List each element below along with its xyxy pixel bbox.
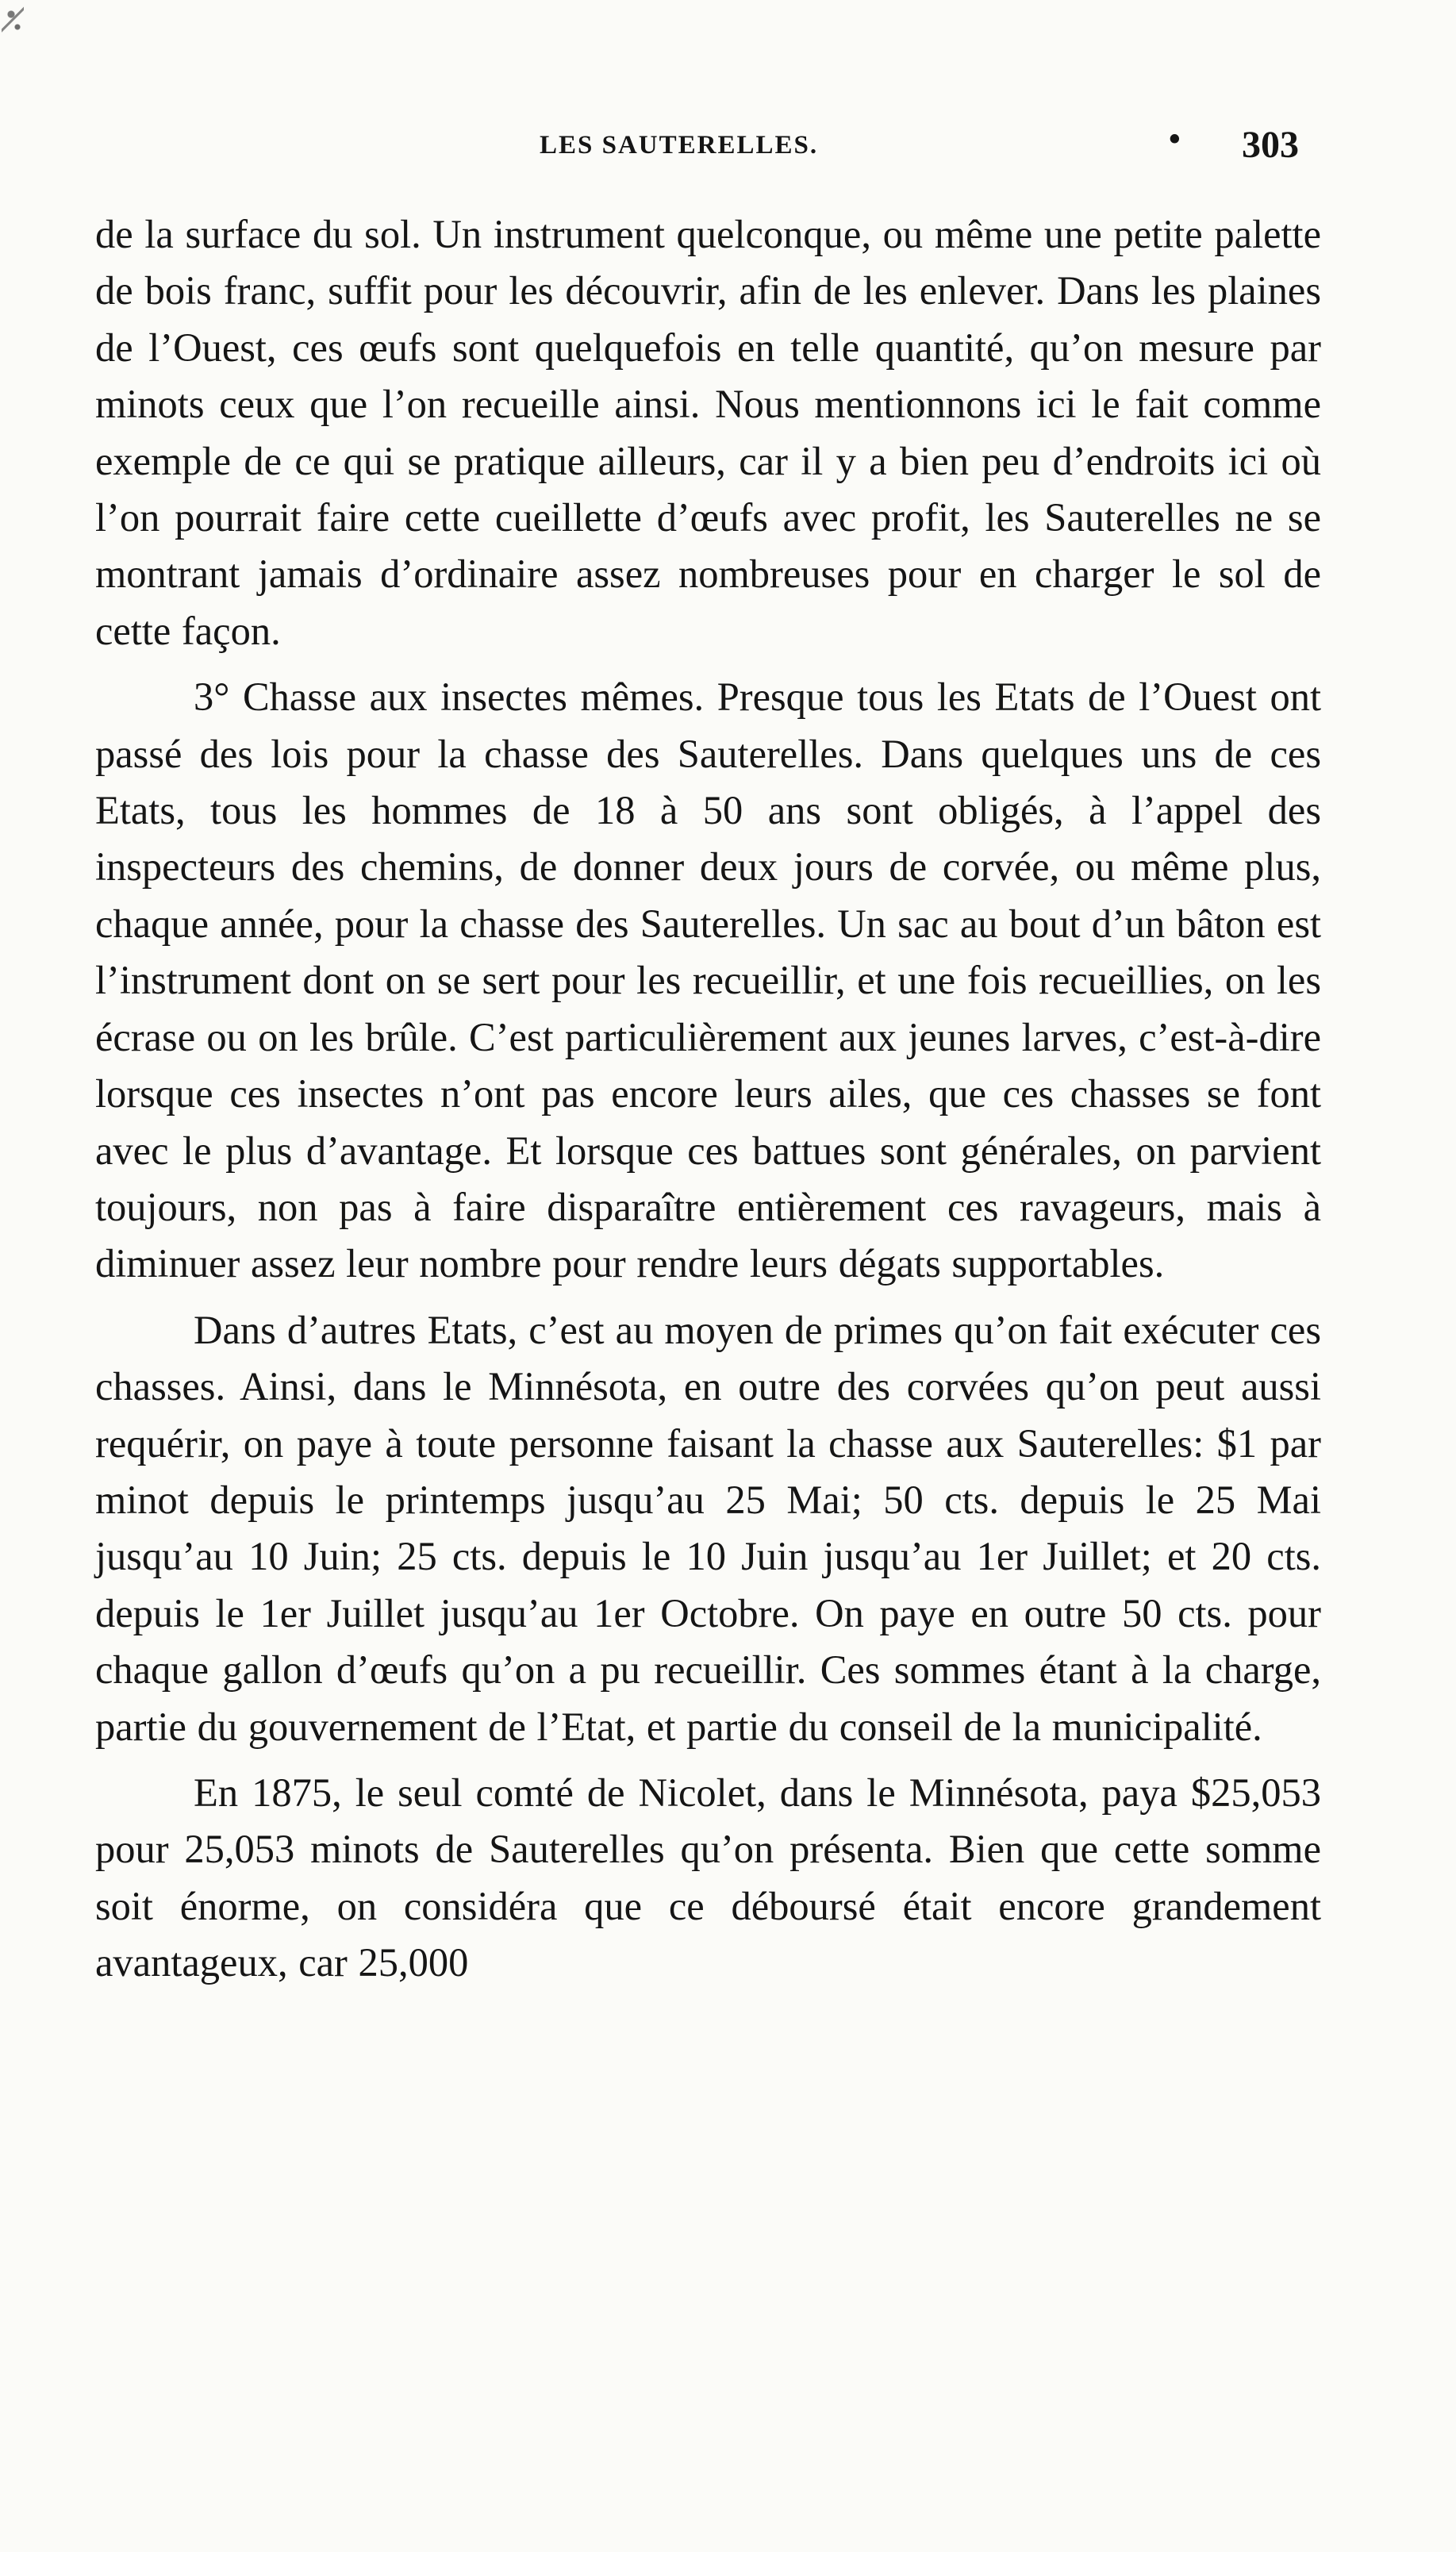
header-marker: • bbox=[1169, 121, 1181, 158]
paragraph-bounties: Dans d’autres Etats, c’est au moyen de primes qu’on fait exécuter ces chasses. Ainsi, dans le Minnésota, en outre des corvées qu’on peut aussi requérir, on paye à toute personne faisant la chasse aux Sauterelles: $1 par minot depuis le printemps jusqu’au 25 Mai; 50 cts. depuis le 25 Mai jusqu’au 10 Juin; 25 cts. depuis le 10 Juin jusqu’au 1er Juillet; et 20 cts. depuis le 1er Juillet jusqu’au 1er Octobre. On paye en outre 50 cts. pour chaque gallon d’œufs qu’on a pu recueillir. Ces sommes étant à la charge, partie du gouvernement de l’Etat, et partie du conseil de la municipalité. bbox=[95, 1307, 1321, 1749]
running-head: LES SAUTERELLES. bbox=[540, 131, 819, 160]
page-header bbox=[0, 123, 1456, 179]
paragraph-nicolet-county: En 1875, le seul comté de Nicolet, dans le Minnésota, paya $25,053 pour 25,053 minots de Sauterelles qu’on présenta. Bien que cette somme soit énorme, on considéra que ce déboursé était encore grandement avantageux, car 25,000 bbox=[95, 1770, 1321, 1985]
page-number: 303 bbox=[1242, 124, 1299, 166]
body-text bbox=[95, 206, 1321, 1992]
paragraph-continuation: de la surface du sol. Un instrument quelconque, ou même une petite palette de bois franc, suffit pour les découvrir, afin de les enlever. Dans les plaines de l’Ouest, ces œufs sont quelquefois en telle quantité, qu’on mesure par minots ceux que l’on recueille ainsi. Nous mentionnons ici le fait comme exemple de ce qui se pratique ailleurs, car il y a bien peu d’endroits ici où l’on pourrait faire cette cueillette d’œufs avec profit, les Sauterelles ne se montrant jamais d’ordinaire assez nombreuses pour en charger le sol de cette façon. bbox=[95, 212, 1321, 653]
scan-edge-mark bbox=[2, 0, 24, 46]
paragraph-insect-hunting: 3° Chasse aux insectes mêmes. Presque tous les Etats de l’Ouest ont passé des lois pour la chasse des Sauterelles. Dans quelques uns de ces Etats, tous les hommes de 18 à 50 ans sont obligés, à l’appel des inspecteurs des chemins, de donner deux jours de corvée, ou même plus, chaque année, pour la chasse des Sauterelles. Un sac au bout d’un bâton est l’instrument dont on se sert pour les recueillir, et une fois recueillies, on les écrase ou on les brûle. C’est particulièrement aux jeunes larves, c’est-à-dire lorsque ces insectes n’ont pas encore leurs ailes, que ces chasses se font avec le plus d’avantage. Et lorsque ces battues sont générales, on parvient toujours, non pas à faire disparaître entièrement ces ravageurs, mais à diminuer assez leur nombre pour rendre leurs dégats supportables. bbox=[95, 675, 1321, 1286]
